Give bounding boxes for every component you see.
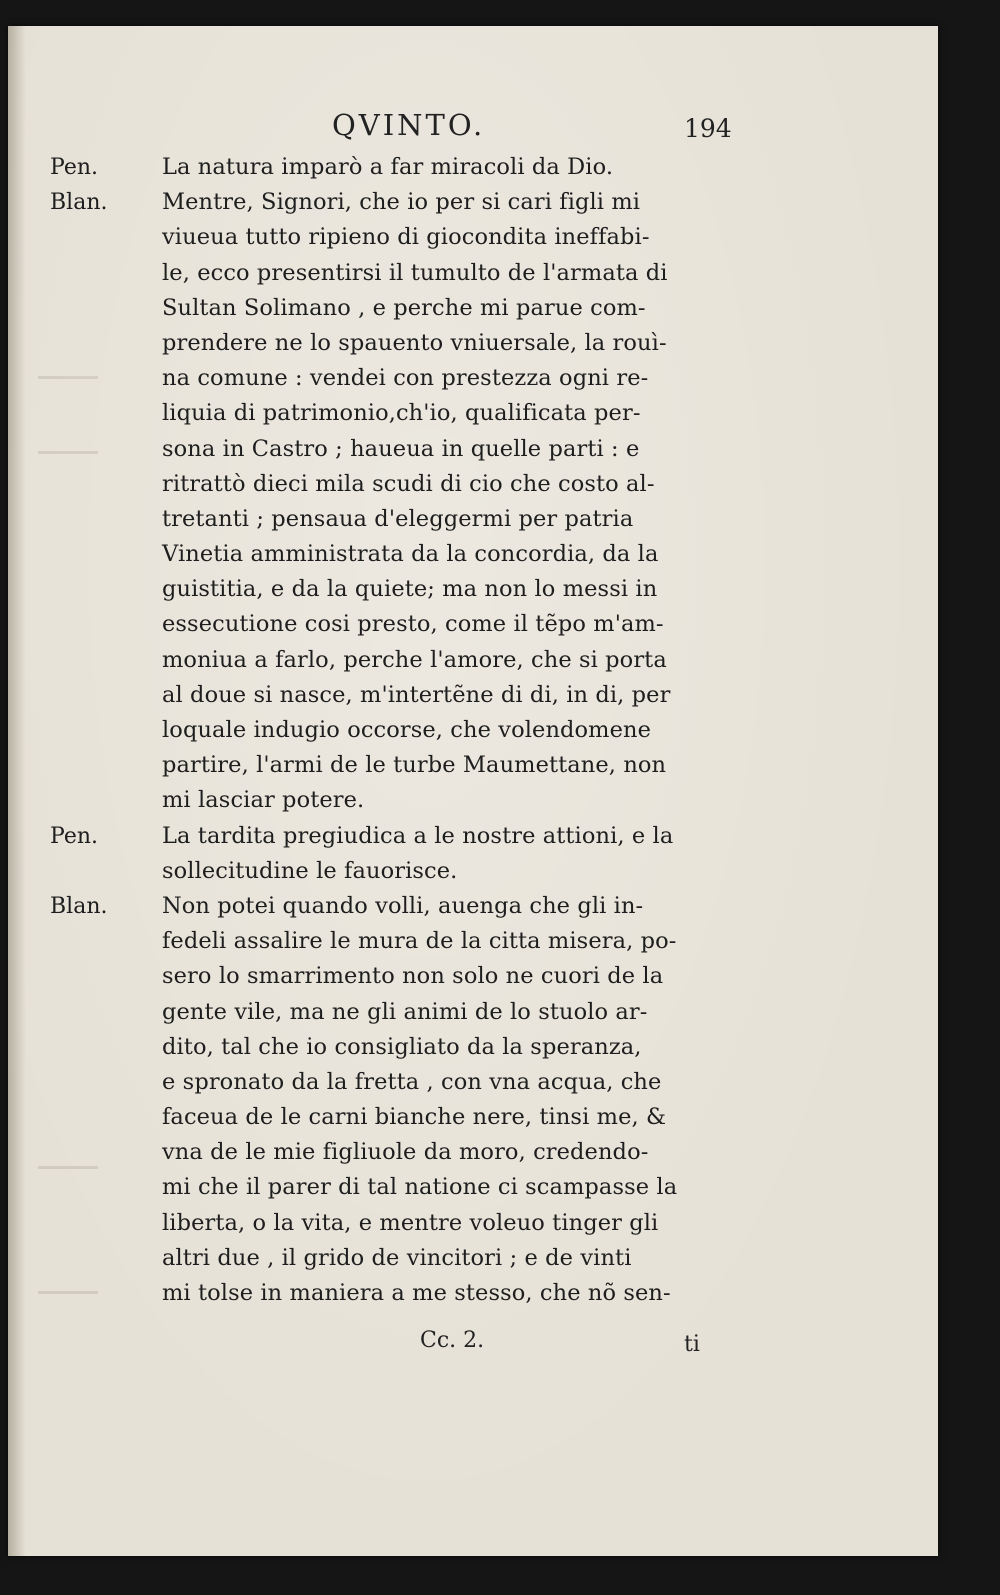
line-text: viueua tutto ripieno di giocondita ineffabi-	[162, 224, 650, 251]
speaker-label: Blan.	[50, 893, 108, 919]
text-line	[0, 1276, 1000, 1311]
text-line	[0, 995, 1000, 1030]
line-text: dito, tal che io consigliato da la speranza,	[162, 1033, 642, 1060]
text-line	[0, 326, 1000, 361]
text-line	[0, 1206, 1000, 1241]
text-line	[0, 924, 1000, 959]
text-line	[0, 1030, 1000, 1065]
line-text: mi lasciar potere.	[162, 787, 365, 814]
text-line	[0, 678, 1000, 713]
line-text: altri due , il grido de vincitori ; e de vinti	[162, 1244, 632, 1271]
text-line	[0, 502, 1000, 537]
line-text: sero lo smarrimento non solo ne cuori de la	[162, 963, 664, 990]
text-line	[0, 1065, 1000, 1100]
line-text: liberta, o la vita, e mentre voleuo tinger gli	[162, 1209, 659, 1236]
line-text: La tardita pregiudica a le nostre attioni, e la	[162, 822, 674, 849]
text-line	[0, 361, 1000, 396]
text-line	[0, 643, 1000, 678]
line-text: Non potei quando volli, auenga che gli in-	[162, 892, 644, 919]
line-text: Vinetia amministrata da la concordia, da la	[162, 541, 659, 568]
text-line	[0, 889, 1000, 924]
catchword: ti	[684, 1332, 700, 1357]
line-text: le, ecco presentirsi il tumulto de l'armata di	[162, 259, 668, 286]
line-text: mi tolse in maniera a me stesso, che nõ sen-	[162, 1280, 671, 1306]
page-number: 194	[684, 114, 732, 143]
line-text: tretanti ; pensaua d'eleggermi per patria	[162, 505, 634, 532]
speaker-label: Pen.	[50, 823, 98, 849]
text-line	[0, 220, 1000, 255]
text-line	[0, 959, 1000, 994]
text-line	[0, 537, 1000, 572]
text-line	[0, 819, 1000, 854]
line-text: Sultan Solimano , e perche mi parue com-	[162, 294, 646, 321]
text-line	[0, 748, 1000, 783]
line-text: al doue si nasce, m'intertẽne di di, in di, per	[162, 681, 671, 708]
text-line	[0, 396, 1000, 431]
speaker-label: Pen.	[50, 155, 98, 180]
line-text: faceua de le carni bianche nere, tinsi me, &	[162, 1104, 667, 1131]
line-text: ritrattò dieci mila scudi di cio che costo al-	[162, 470, 655, 497]
page-footer	[0, 1328, 1000, 1368]
text-line	[0, 572, 1000, 607]
text-line	[0, 607, 1000, 642]
line-text: loquale indugio occorse, che volendomene	[162, 717, 652, 743]
line-text: moniua a farlo, perche l'amore, che si porta	[162, 646, 667, 673]
line-text: na comune : vendei con prestezza ogni re-	[162, 365, 649, 392]
text-line	[0, 291, 1000, 326]
line-text: guistitia, e da la quiete; ma non lo messi in	[162, 576, 658, 603]
line-text: gente vile, ma ne gli animi de lo stuolo ar-	[162, 998, 648, 1025]
line-text: sollecitudine le fauorisce.	[162, 857, 458, 884]
text-line	[0, 783, 1000, 818]
line-text: mi che il parer di tal natione ci scampasse la	[162, 1174, 678, 1201]
line-text: La natura imparò a far miracoli da Dio.	[162, 154, 614, 180]
text-line	[0, 1241, 1000, 1276]
text-line	[0, 432, 1000, 467]
text-line	[0, 713, 1000, 748]
line-text: partire, l'armi de le turbe Maumettane, non	[162, 752, 667, 779]
text-line	[0, 1170, 1000, 1205]
line-text: essecutione cosi presto, come il tẽpo m'am-	[162, 611, 664, 638]
line-text: sona in Castro ; haueua in quelle parti : e	[162, 435, 640, 462]
speaker-label: Blan.	[50, 190, 108, 216]
line-text: liquia di patrimonio,ch'io, qualificata per-	[162, 400, 641, 427]
text-line	[0, 1100, 1000, 1135]
text-line	[0, 1135, 1000, 1170]
text-line	[0, 256, 1000, 291]
text-line	[0, 854, 1000, 889]
line-text: Mentre, Signori, che io per si cari figli mi	[162, 189, 641, 216]
text-line	[0, 185, 1000, 220]
signature-mark: Cc. 2.	[420, 1328, 485, 1353]
line-text: e spronato da la fretta , con vna acqua, che	[162, 1068, 662, 1095]
text-line	[0, 150, 1000, 185]
line-text: prendere ne lo spauento vniuersale, la rouì-	[162, 329, 667, 356]
page-header	[0, 108, 1000, 148]
line-text: vna de le mie figliuole da moro, credendo-	[162, 1139, 649, 1166]
line-text: fedeli assalire le mura de la citta misera, po-	[162, 928, 677, 955]
running-head: QVINTO.	[332, 108, 486, 142]
text-line	[0, 467, 1000, 502]
dialogue-text	[0, 150, 1000, 1311]
